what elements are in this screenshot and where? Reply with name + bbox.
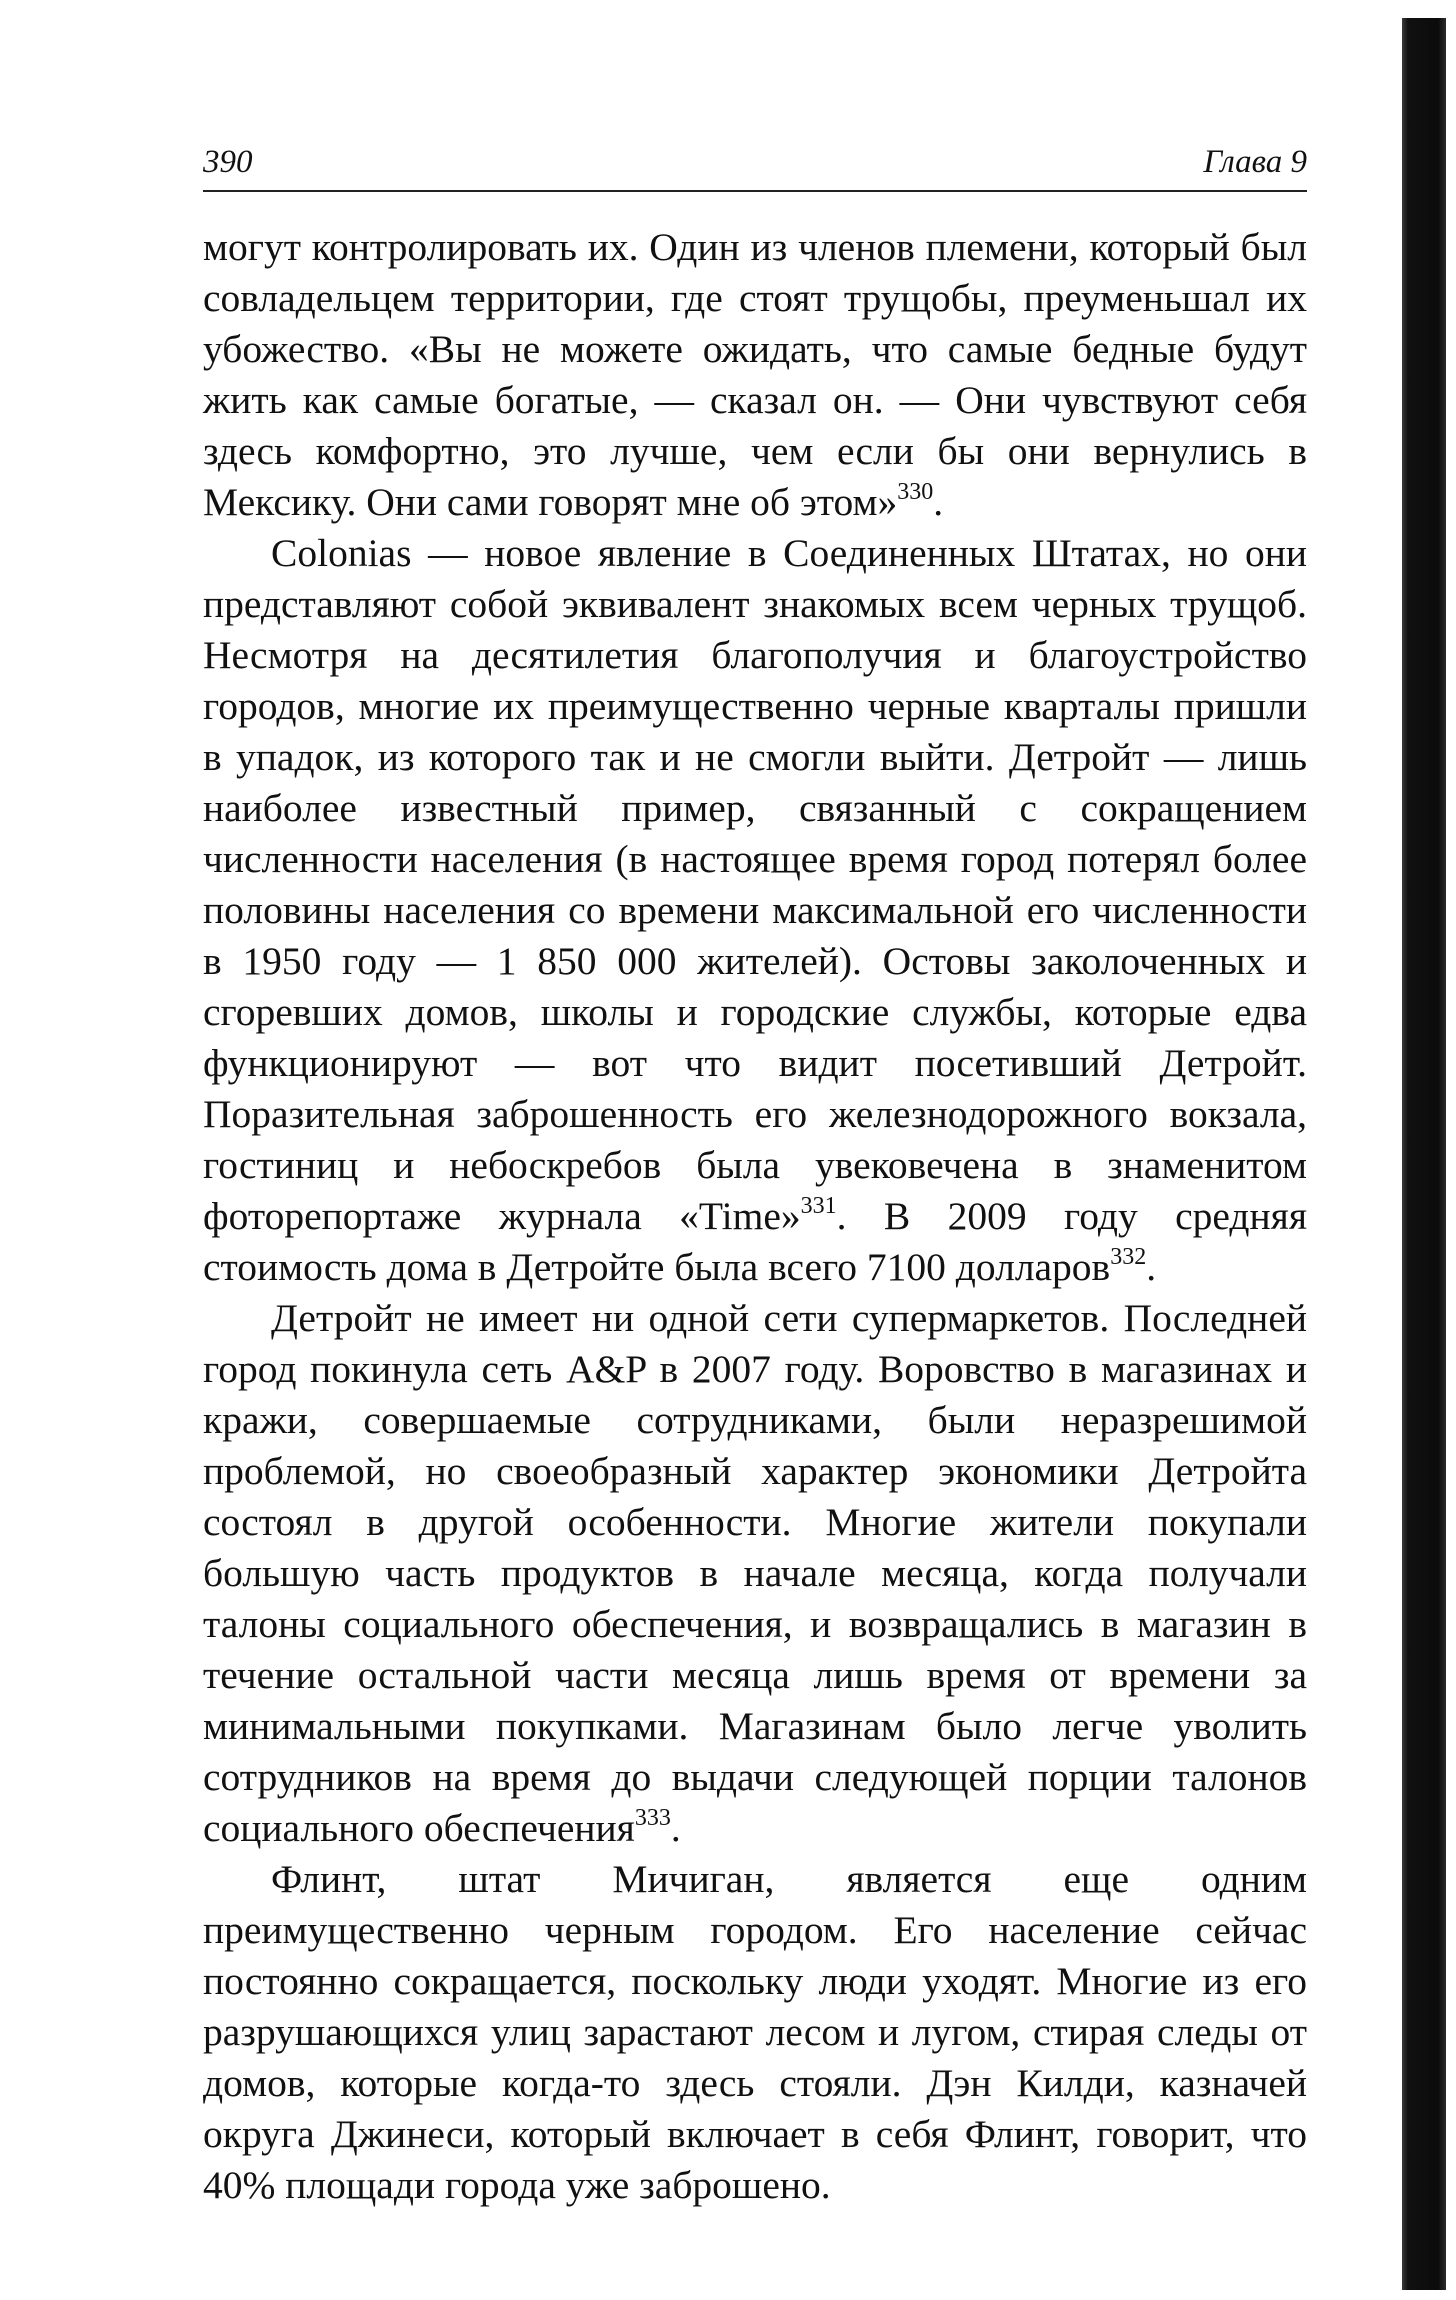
paragraph-4-text: Флинт, штат Мичиган, является еще одним преимущественно черным городом. Его население сейчас постоянно сокращается, поскольку люди уходят. Многие из его разрушающихся улиц зарастают лесом и лугом, стирая следы от домов, которые когда-то здесь стояли. Дэн Килди, казначей округа Джинеси, который включает в себя Флинт, говорит, что 40% площади города уже заброшено. [203,1857,1307,2207]
footnote-ref-332: 332 [1110,1244,1147,1270]
running-header [203,140,1307,192]
paragraph-3-tail: . [670,1806,681,1850]
paragraph-1-text: могут контролировать их. Один из членов племени, который был совладельцем территории, где стоят трущобы, преуменьшал их убожество. «Вы не можете ожидать, что самые бедные будут жить как самые богатые, — сказал он. — Они чувствуют себя здесь комфортно, это лучше, чем если бы они вернулись в Мексику. Они сами говорят мне об этом» [203,225,1307,524]
paragraph-1-tail: . [933,480,944,524]
footnote-ref-330: 330 [897,479,934,505]
paragraph-2-middle: . В 2009 году средняя стоимость дома в Детройте была всего 7100 долларов [203,1194,1307,1289]
body-text [203,222,1307,2211]
page-number: 390 [203,144,253,180]
paragraph-1 [203,222,1307,528]
paragraph-3 [203,1293,1307,1854]
footnote-ref-333: 333 [634,1805,671,1831]
footnote-ref-331: 331 [800,1193,837,1219]
paragraph-3-text: Детройт не имеет ни одной сети супермаркетов. Последней город покинула сеть A&P в 2007 году. Воровство в магазинах и кражи, совершаемые сотрудниками, были неразрешимой проблемой, но своеобразный характер экономики Детройта состоял в другой особенности. Многие жители покупали большую часть продуктов в начале месяца, когда получали талоны социального обеспечения, и возвращались в магазин в течение остальной части месяца лишь время от времени за минимальными покупками. Магазинам было легче уволить сотрудников на время до выдачи следующей порции талонов социального обеспечения [203,1296,1307,1850]
chapter-title: Глава 9 [1203,144,1307,180]
paragraph-2-text: Colonias — новое явление в Соединенных Штатах, но они представляют собой эквивалент знакомых всем черных трущоб. Несмотря на десятилетия благополучия и благоустройство городов, многие их преимущественно черные кварталы пришли в упадок, из которого так и не смогли выйти. Детройт — лишь наиболее известный пример, связанный с сокращением численности населения (в настоящее время город потерял более половины населения со времени максимальной его численности в 1950 году — 1 850 000 жителей). Остовы заколоченных и сгоревших домов, школы и городские службы, которые едва функционируют — вот что видит посетивший Детройт. Поразительная заброшенность его железнодорожного вокзала, гостиниц и небоскребов была увековечена в знаменитом фоторепортаже журнала «Time» [203,531,1307,1238]
paragraph-2-tail: . [1146,1245,1157,1289]
scan-edge-shadow [1402,18,1446,2290]
paragraph-4 [203,1854,1307,2211]
paragraph-2 [203,528,1307,1293]
